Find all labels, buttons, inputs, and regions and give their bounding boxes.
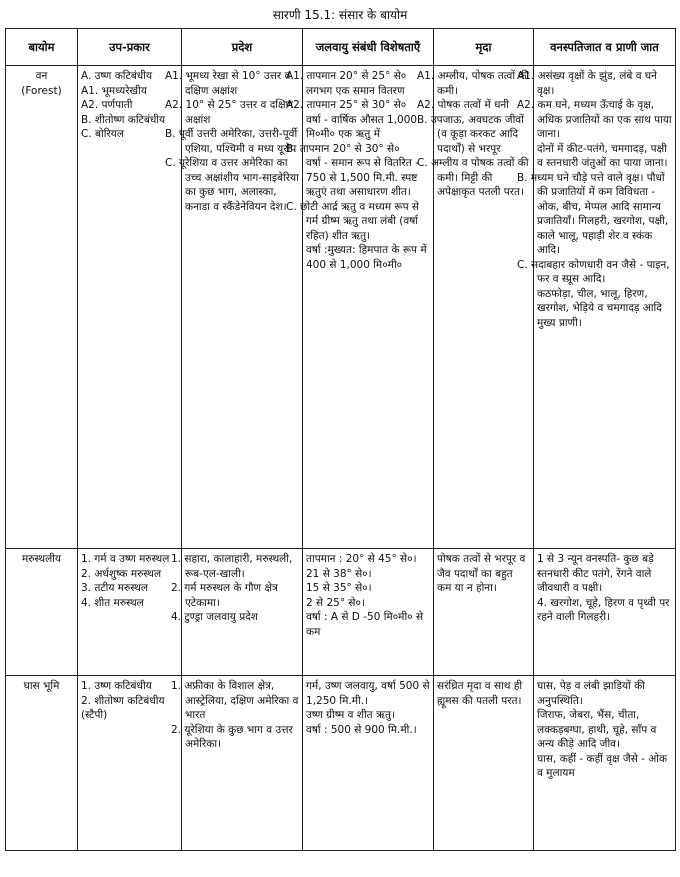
- soil-cell: [417, 66, 534, 549]
- list-item: वर्षा : 500 से 900 मि.मी.।: [306, 723, 417, 736]
- climate-cell: [303, 549, 434, 676]
- list-item: A1. अम्लीय, पोषक तत्वों की कमी।: [417, 70, 530, 97]
- list-item: 2. अर्धशुष्क मरुस्थल: [81, 567, 162, 580]
- list-item: 2 से 25° से०।: [306, 596, 365, 609]
- biome-table: [5, 28, 676, 851]
- list-item: A2. पर्णपाती: [81, 99, 133, 111]
- table-caption: सारणी 15.1: संसार के बायोम: [272, 8, 408, 22]
- list-item: B. मध्यम घने चौड़े पत्ते वाले वृक्ष। पौधों की प्रजातियों में कम विविधता - ओक, बीच, मेप्पल आदि सामान्य प्रजातियाँ। गिलहरी, खरगोश, पक्षी, काले भालू, पहाड़ी शेर व स्कंक आदि।: [517, 171, 669, 256]
- list-item: तापमान : 20° से 45° से०।: [306, 553, 417, 565]
- list-item: B. तापमान 20° से 30° से०: [286, 142, 400, 155]
- list-item: B. शीतोष्ण कटिबंधीय: [81, 113, 166, 126]
- list-item: वर्षा : A से D -50 मि०मी० से कम: [306, 611, 424, 638]
- table-row: [6, 66, 676, 549]
- list-item: गर्म, उष्ण जलवायु, वर्षा 500 से 1,250 मि.मी.।: [306, 680, 430, 707]
- list-item: उष्ण ग्रीष्म व शीत ऋतु।: [306, 709, 395, 721]
- climate-cell: [303, 676, 434, 851]
- list-item: A2. 10° से 25° उत्तर व दक्षिण अक्षांश: [165, 99, 294, 126]
- list-item: A1. तापमान 20° से 25° से० लगभग एक समान वितरण: [286, 70, 407, 97]
- list-item: 1. अफ्रीका के विशाल क्षेत्र, आस्ट्रेलिया, दक्षिण अमेरिका व भारत: [171, 680, 299, 721]
- header-soil: मृदा: [434, 29, 534, 66]
- header-subtype: उप-प्रकार: [78, 29, 182, 66]
- region-cell: [171, 676, 303, 851]
- list-item: C. बोरियल: [81, 128, 124, 140]
- list-item: 21 से 38° से०।: [306, 567, 372, 580]
- flora-fauna-cell: [534, 549, 676, 676]
- region-cell: [165, 66, 303, 549]
- list-item: B. पूर्वी उत्तरी अमेरिका, उत्तरी-पूर्वी एशिया, पश्चिमी व मध्य यूरोप: [165, 128, 298, 155]
- list-item: 4. टुण्ड्रा जलवायु प्रदेश: [171, 611, 258, 623]
- list-item: 2. गर्म मरुस्थल के गौण क्षेत्र एटेकामा।: [171, 582, 278, 609]
- biome-cell: [6, 676, 78, 851]
- list-item: C. अम्लीय व पोषक तत्वों की कमी। मिट्टी की अपेक्षाकृत पतली परत।: [417, 157, 529, 198]
- biome-name: वन: [35, 70, 48, 82]
- soil-cell: [434, 549, 534, 676]
- list-item: घास, कहीं - कहीं वृक्ष जैसे - ओक व मुलायम: [537, 752, 668, 779]
- list-item: A2. पोषक तत्वों में धनी: [417, 99, 509, 111]
- list-item: 4. शीत मरुस्थल: [81, 596, 144, 609]
- list-item: 15 से 35° से०।: [306, 582, 372, 594]
- list-item: (स्टैपी): [81, 709, 108, 721]
- biome-name: घास भूमि: [23, 680, 60, 692]
- list-item: घास, पेड़ व लंबी झाड़ियों की अनुपस्थिति।: [537, 680, 645, 707]
- soil-text: सरंध्रित मृदा व साथ ही ह्यूमस की पतली परत।: [437, 680, 523, 707]
- biome-cell: [6, 66, 78, 549]
- list-item: 3. तटीय मरुस्थल: [81, 582, 149, 594]
- biome-name-english: (Forest): [21, 84, 62, 97]
- list-item: 4. खरगोश, चूहे, हिरण व पृथ्वी पर रहने वाली गिलहरी।: [537, 596, 670, 623]
- subtype-cell: [78, 676, 182, 851]
- climate-cell: [286, 66, 434, 549]
- subtype-cell: [78, 549, 182, 676]
- flora-fauna-cell: [534, 676, 676, 851]
- biome-name: मरुस्थलीय: [21, 553, 62, 565]
- list-item: 1. गर्म व उष्ण मरुस्थल: [81, 553, 170, 565]
- list-item: 1 से 3 न्यून वनस्पति- कुछ बड़े स्तनधारी कीट पतंगे, रेंगने वाले जीवधारी व पक्षी।: [537, 553, 654, 594]
- list-item: C. यूरेशिया व उत्तर अमेरिका का उच्च अक्षांशीय भाग-साइबेरिया का कुछ भाग, अलास्का, कनाडा व स्कैंडेनेवियन देश।: [165, 157, 299, 213]
- list-item: वर्षा :मुख्यत: हिमपात के रूप में 400 से 1,000 मि०मी०: [306, 244, 427, 271]
- header-row: [6, 29, 676, 66]
- list-item: 2. शीतोष्ण कटिबंधीय: [81, 694, 165, 707]
- list-item: वर्षा - वार्षिक औसत 1,000 मि०मी० एक ऋतु में: [306, 113, 418, 140]
- list-item: 1. उष्ण कटिबंधीय: [81, 680, 152, 692]
- soil-cell: [434, 676, 534, 851]
- header-region: प्रदेश: [182, 29, 303, 66]
- table-row: [6, 549, 676, 676]
- header-flora-fauna: वनस्पतिजात व प्राणी जात: [534, 29, 676, 66]
- list-item: A1. भूमध्यरेखीय: [81, 84, 147, 97]
- list-item: वर्षा - समान रूप से वितरित - 750 से 1,500 मि.मी. स्पष्ट ऋतुएं तथा असाधारण शीत।: [306, 157, 419, 198]
- list-item: C. सदाबहार कोणधारी वन जैसे - पाइन, फर व स्प्रूस आदि।: [517, 258, 670, 285]
- list-item: 1. सहारा, कालाहारी, मरुस्थली, रूब-एल-खाली।: [171, 553, 293, 580]
- list-item: दोनों में कीट-पतंगे, चमगादड़, पक्षी व स्तनधारी जंतुओं का पाया जाना।: [537, 142, 668, 169]
- soil-text: पोषक तत्वों से भरपूर व जैव पदार्थों का बहुत कम या न होना।: [437, 553, 526, 594]
- list-item: A2. तापमान 25° से 30° से०: [286, 99, 407, 111]
- list-item: कठफोड़ा, चील, भालू, हिरण, खरगोश, भेड़िये व चमगादड़ आदि मुख्य प्राणी।: [537, 287, 662, 329]
- list-item: A. उष्ण कटिबंधीय: [81, 70, 153, 82]
- list-item: जिराफ, जेबरा, भैंस, चीता, लक्कड़बग्घा, हाथी, चूहे, साँप व अन्य कीड़े आदि जीव।: [537, 709, 657, 750]
- list-item: A2. कम घने, मध्यम ऊँचाई के वृक्ष, अधिक प्रजातियों का एक साथ पाया जाना।: [517, 99, 672, 140]
- flora-fauna-cell: [517, 66, 676, 549]
- list-item: 2. यूरेशिया के कुछ भाग व उत्तर अमेरिका।: [171, 723, 293, 750]
- list-item: A1. भूमध्य रेखा से 10° उत्तर व दक्षिण अक्षांश: [165, 70, 291, 97]
- list-item: B. उपजाऊ, अवघटक जीवों (व कूड़ा करकट आदि पदार्थों) से भरपूर: [417, 113, 524, 155]
- header-biome: बायोम: [6, 29, 78, 66]
- list-item: C. छोटी आर्द्र ऋतु व मध्यम रूप से गर्म ग्रीष्म ऋतु तथा लंबी (वर्षा रहित) शीत ऋतु।: [286, 200, 420, 242]
- region-cell: [171, 549, 303, 676]
- biome-cell: [6, 549, 78, 676]
- list-item: A1. असंख्य वृक्षों के झुंड, लंबे व घने वृक्ष।: [517, 70, 657, 97]
- header-climate: जलवायु संबंधी विशेषताएँ: [303, 29, 434, 66]
- table-row: [6, 676, 676, 851]
